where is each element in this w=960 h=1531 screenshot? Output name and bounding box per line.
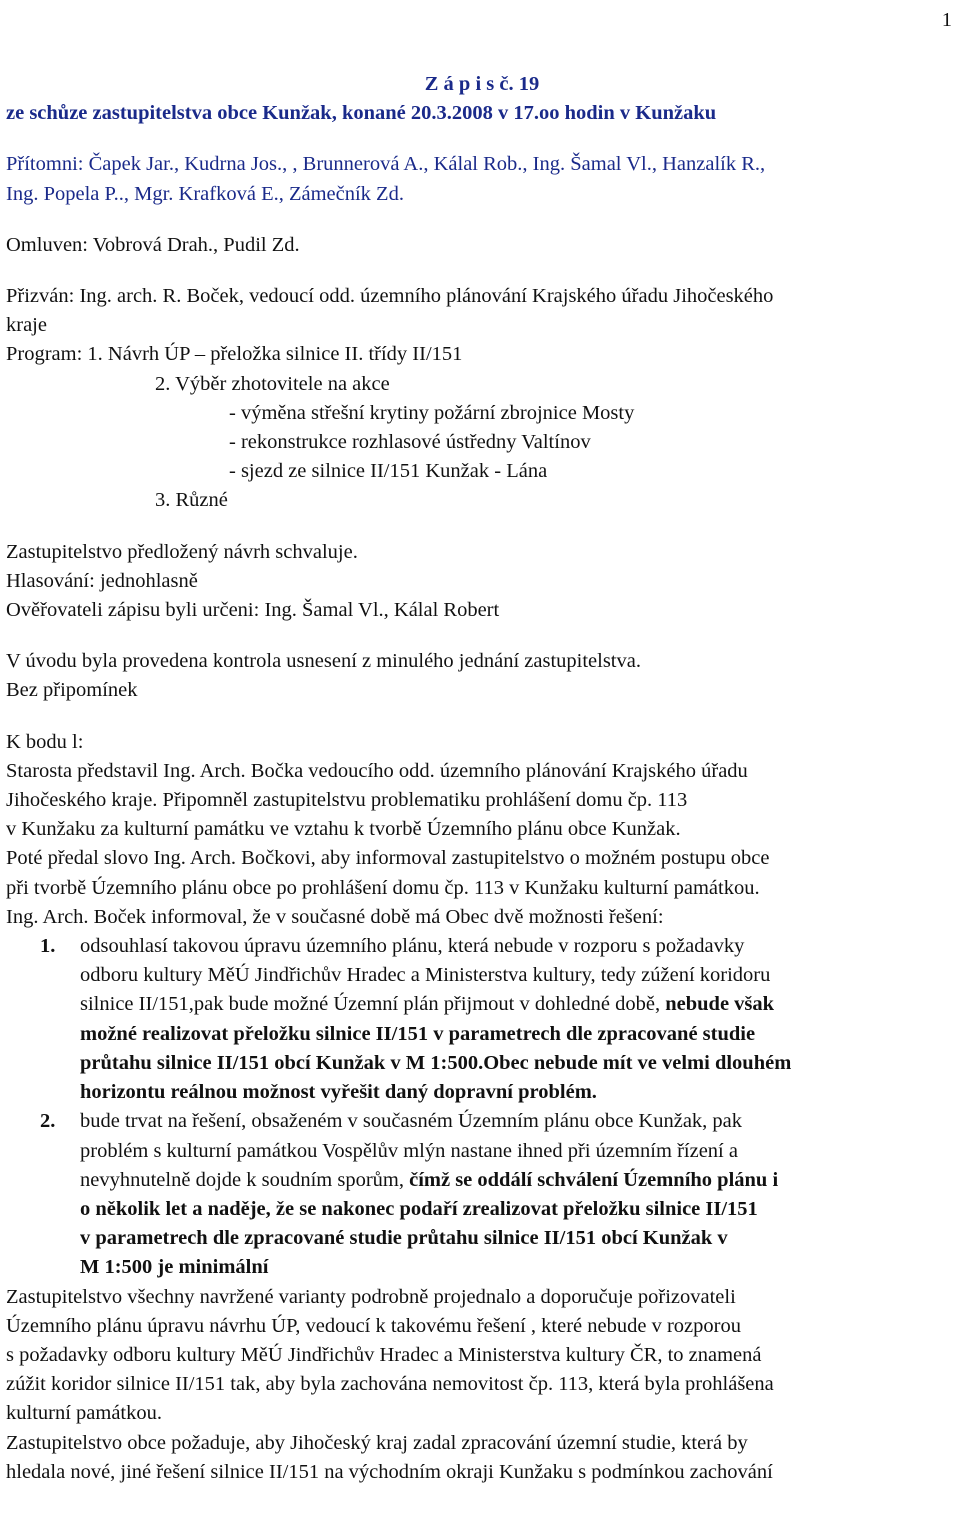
conclusion-line: hledala nové, jiné řešení silnice II/151 na východním okraji Kunžaku s podmínkou zachování (6, 1460, 773, 1483)
option-1-number: 1. (40, 935, 56, 958)
program-sub-2: - rekonstrukce rozhlasové ústředny Valtínov (229, 431, 591, 454)
point-1-heading: K bodu l: (6, 730, 84, 753)
invited-line-1: Přizván: Ing. arch. R. Boček, vedoucí odd. územního plánování Krajského úřadu Jihočeského (6, 285, 774, 308)
point-1-line: v Kunžaku za kulturní památku ve vztahu k tvorbě Územního plánu obce Kunžak. (6, 818, 681, 841)
option-2 (6, 1107, 958, 1282)
program-sub-3: - sjezd ze silnice II/151 Kunžak - Lána (229, 460, 548, 483)
option-2-number: 2. (40, 1110, 56, 1133)
option-emphasis: horizontu reálnou možnost vyřešit daný dopravní problém. (80, 1081, 597, 1104)
present-line-2: Ing. Popela P.., Mgr. Krafková E., Zámečník Zd. (6, 182, 404, 205)
program-item-3: 3. Různé (155, 489, 228, 512)
option-emphasis: možné realizovat přeložku silnice II/151 v parametrech dle zpracované studie (80, 1022, 756, 1045)
option-1 (6, 932, 958, 1107)
option-emphasis: v parametrech dle zpracované studie průtahu silnice II/151 obcí Kunžak v (80, 1227, 728, 1250)
program-sub-1: - výměna střešní krytiny požární zbrojnice Mosty (229, 401, 635, 424)
program-item-2: 2. Výběr zhotovitele na akce (155, 372, 390, 395)
point-1-line: při tvorbě Územního plánu obce po prohlášení domu čp. 113 v Kunžaku kulturní památkou. (6, 876, 760, 899)
option-line: silnice II/151,pak bude možné Územní plán přijmout v dohledné době, (80, 993, 666, 1016)
option-line: odboru kultury MěÚ Jindřichův Hradec a Ministerstva kultury, tedy zúžení koridoru (80, 964, 771, 987)
approval-line-1: Zastupitelstvo předložený návrh schvaluje. (6, 540, 358, 563)
conclusion-line: kulturní památkou. (6, 1402, 163, 1425)
approval-line-3: Ověřovateli zápisu byli určeni: Ing. Šamal Vl., Kálal Robert (6, 599, 500, 622)
invited-line-2: kraje (6, 314, 47, 337)
point-1-line: Starosta představil Ing. Arch. Bočka vedoucího odd. územního plánování Krajského úřadu (6, 759, 748, 782)
review-line-1: V úvodu byla provedena kontrola usnesení z minulého jednání zastupitelstva. (6, 650, 641, 673)
page-number: 1 (941, 9, 952, 31)
option-line: problém s kulturní památkou Vospělův mlýn nastane ihned při územním řízení a (80, 1139, 738, 1162)
document-body (6, 70, 958, 1487)
title-line-1: Z á p i s č. 19 (424, 73, 540, 95)
review-line-2: Bez připomínek (6, 679, 138, 702)
conclusion-line: Zastupitelstvo všechny navržené varianty podrobně projednalo a doporučuje pořizovateli (6, 1285, 736, 1308)
option-line: bude trvat na řešení, obsaženém v současném Územním plánu obce Kunžak, pak (80, 1110, 743, 1133)
option-emphasis: nebude však (665, 993, 775, 1016)
point-1-line: Poté předal slovo Ing. Arch. Bočkovi, aby informoval zastupitelstvo o možném postupu obce (6, 847, 770, 870)
program-list (6, 340, 958, 515)
point-1-line: Jihočeského kraje. Připomněl zastupitelstvu problematiku prohlášení domu čp. 113 (6, 789, 688, 812)
option-line: odsouhlasí takovou úpravu územního plánu, která nebude v rozporu s požadavky (80, 935, 745, 958)
point-1-line: Ing. Arch. Boček informoval, že v současné době má Obec dvě možnosti řešení: (6, 905, 664, 928)
option-line: nevyhnutelně dojde k soudním sporům, (80, 1168, 410, 1191)
title-line-2: ze schůze zastupitelstva obce Kunžak, konané 20.3.2008 v 17.oo hodin v Kunžaku (6, 102, 717, 125)
program-item-1: Program: 1. Návrh ÚP – přeložka silnice II. třídy II/151 (6, 343, 463, 366)
option-emphasis: o několik let a naděje, že se nakonec podaří zrealizovat přeložku silnice II/151 (80, 1197, 758, 1220)
approval-line-2: Hlasování: jednohlasně (6, 569, 198, 592)
option-emphasis: průtahu silnice II/151 obcí Kunžak v M 1:500.Obec nebude mít ve velmi dlouhém (80, 1051, 792, 1074)
excused-line: Omluven: Vobrová Drah., Pudil Zd. (6, 233, 300, 256)
document-title (6, 70, 958, 128)
conclusion-line: zúžit koridor silnice II/151 tak, aby byla zachována nemovitost čp. 113, která byla prohlášena (6, 1373, 774, 1396)
option-emphasis: čímž se oddálí schválení Územního plánu i (409, 1168, 779, 1191)
option-emphasis: M 1:500 je minimální (80, 1256, 269, 1279)
present-line-1: Přítomni: Čapek Jar., Kudrna Jos., , Brunnerová A., Kálal Rob., Ing. Šamal Vl., Hanzalík R., (6, 153, 766, 176)
conclusion-line: Zastupitelstvo obce požaduje, aby Jihočeský kraj zadal zpracování územní studie, která by (6, 1431, 748, 1454)
conclusion-line: s požadavky odboru kultury MěÚ Jindřichův Hradec a Ministerstva kultury ČR, to znamená (6, 1343, 762, 1366)
conclusion-line: Územního plánu úpravu návrhu ÚP, vedoucí k takovému řešení , které nebude v rozporou (6, 1314, 741, 1337)
